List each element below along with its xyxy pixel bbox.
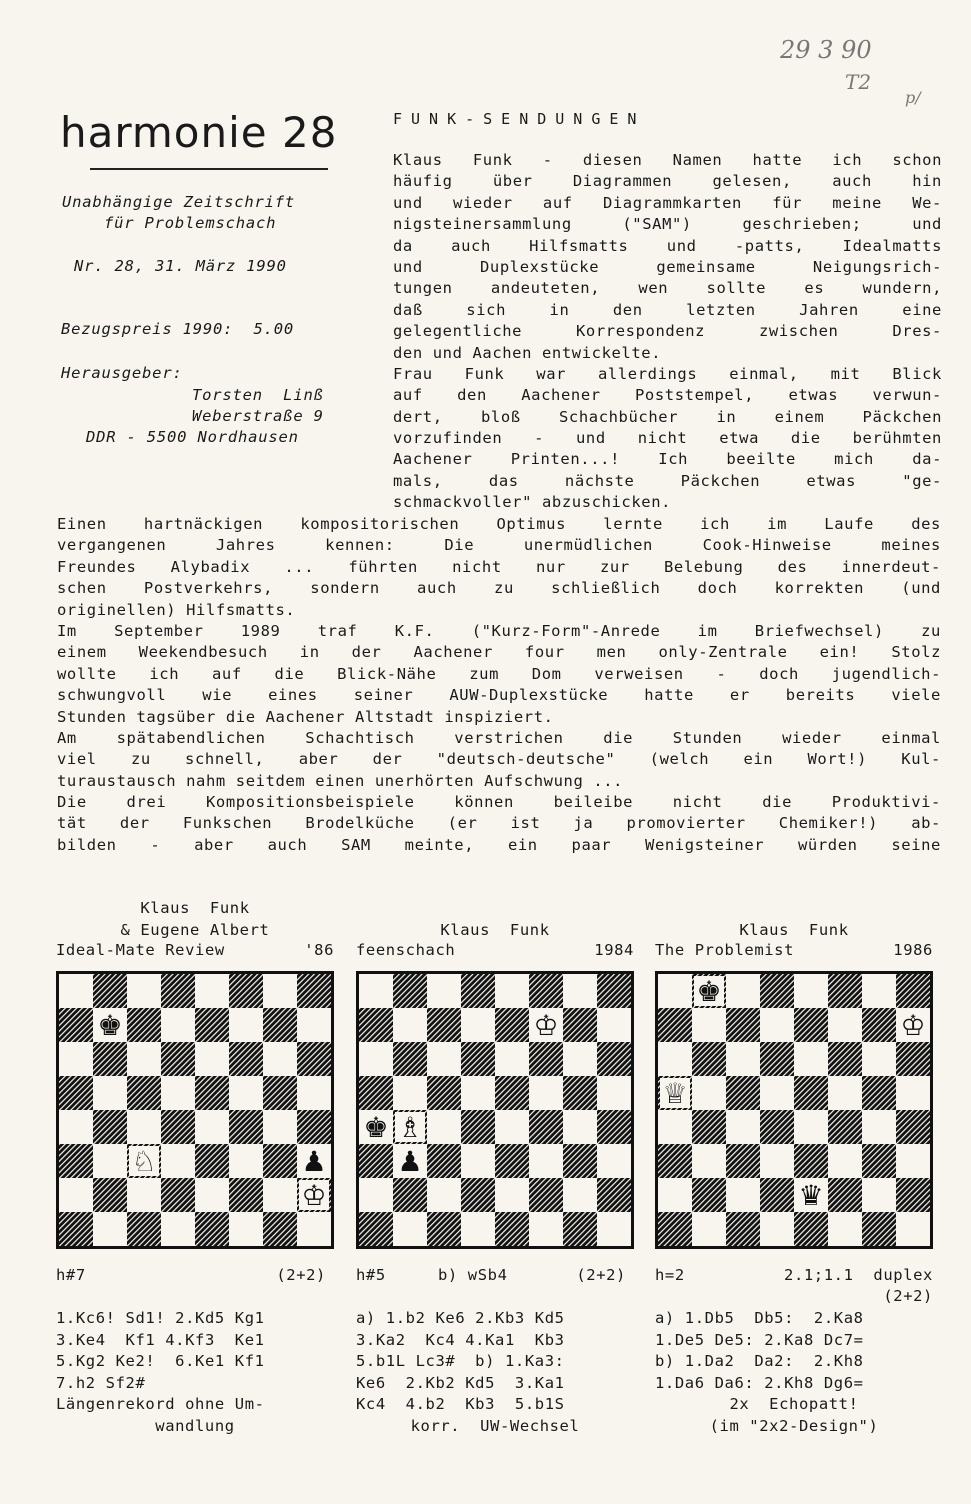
text-line: tungen andeuteten, wen sollte es wundern,	[393, 279, 942, 298]
light-square	[726, 974, 760, 1008]
light-square	[760, 1008, 794, 1042]
text-line: Aachener Printen...! Ich beeilte mich da-	[393, 450, 942, 469]
problem-author: Klaus Funk	[739, 920, 849, 939]
dark-square	[597, 974, 631, 1008]
text-line: mals, das nächste Päckchen etwas "ge-	[393, 471, 942, 490]
dark-square	[529, 1042, 563, 1076]
solution-line: a) 1.b2 Ke6 2.Kb3 Kd5	[356, 1309, 565, 1327]
handwritten-note: T2	[845, 70, 872, 94]
dark-square	[359, 1212, 393, 1246]
dark-square	[263, 1144, 297, 1178]
light-square	[794, 974, 828, 1008]
dark-square	[828, 1110, 862, 1144]
dark-square	[461, 974, 495, 1008]
stipulation: h=2	[655, 1266, 685, 1284]
light-square	[692, 1076, 726, 1110]
dark-square	[658, 1008, 692, 1042]
solution-line: a) 1.Db5 Db5: 2.Ka8	[655, 1309, 864, 1327]
problem-author: Klaus Funk	[140, 899, 250, 917]
dark-square	[726, 1212, 760, 1246]
dark-square	[597, 1042, 631, 1076]
dark-square	[161, 1042, 195, 1076]
dark-square	[393, 1042, 427, 1076]
dark-square	[529, 1178, 563, 1212]
black-king-icon: ♚	[696, 975, 722, 1008]
dark-square	[896, 974, 930, 1008]
black-queen-icon: ♛	[798, 1179, 824, 1212]
dark-square	[297, 1110, 331, 1144]
publisher-label: Herausgeber:	[61, 364, 183, 382]
light-square	[161, 1008, 195, 1042]
light-square	[229, 1212, 263, 1246]
solution-line: (im "2x2-Design")	[709, 1416, 879, 1435]
dark-square	[195, 1008, 229, 1042]
light-square	[726, 1178, 760, 1212]
dark-square	[862, 1212, 896, 1246]
masthead-subtitle-1: Unabhängige Zeitschrift	[62, 193, 296, 211]
dark-square	[563, 1212, 597, 1246]
dark-square	[359, 1008, 393, 1042]
problem-source: Ideal-Mate Review	[56, 941, 225, 959]
text-line: schmackvoller" abzuschicken.	[393, 493, 672, 512]
light-square	[229, 1076, 263, 1110]
dark-square	[93, 1042, 127, 1076]
light-square	[161, 1212, 195, 1246]
dark-square	[427, 1076, 461, 1110]
light-square	[529, 1212, 563, 1246]
light-square	[427, 1110, 461, 1144]
dark-square	[495, 1212, 529, 1246]
dark-square	[726, 1076, 760, 1110]
dark-square	[828, 1178, 862, 1212]
text-line: Am spätabendlichen Schachtisch verstrichen die Stunden wieder einmal	[57, 728, 941, 747]
light-square	[495, 1178, 529, 1212]
light-square	[563, 974, 597, 1008]
dark-square	[896, 1042, 930, 1076]
solution-line: Kc4 4.b2 Kb3 5.b1S	[356, 1395, 565, 1414]
dark-square	[127, 1008, 161, 1042]
dark-square	[794, 1008, 828, 1042]
light-square	[692, 1008, 726, 1042]
dark-square	[263, 1076, 297, 1110]
dark-square	[161, 974, 195, 1008]
dark-square	[563, 1076, 597, 1110]
dark-square	[461, 1110, 495, 1144]
light-square	[93, 1212, 127, 1246]
light-square	[427, 1178, 461, 1212]
text-line: Im September 1989 traf K.F. ("Kurz-Form"-Anrede im Briefwechsel) zu	[57, 621, 941, 640]
light-square	[393, 1076, 427, 1110]
solution-line: 2x Echopatt!	[729, 1395, 859, 1414]
light-square	[828, 1008, 862, 1042]
dark-square	[726, 1008, 760, 1042]
stipulation: h#5	[356, 1266, 386, 1284]
light-square	[127, 1178, 161, 1212]
dark-square	[93, 1178, 127, 1212]
light-square	[263, 1178, 297, 1212]
light-square	[59, 1178, 93, 1212]
dark-square	[461, 1042, 495, 1076]
dark-square	[658, 1144, 692, 1178]
light-square	[359, 974, 393, 1008]
light-square	[692, 1144, 726, 1178]
dark-square	[195, 1212, 229, 1246]
light-square	[427, 1042, 461, 1076]
text-line: vorzufinden - und nicht etwa die berühmten	[393, 429, 942, 448]
light-square	[597, 1212, 631, 1246]
solution-text	[655, 1308, 933, 1438]
article-right-column	[393, 150, 942, 514]
solution-line: b) 1.Da2 Da2: 2.Kh8	[655, 1352, 864, 1371]
dark-square	[263, 1008, 297, 1042]
dark-square	[127, 1212, 161, 1246]
dark-square	[161, 1110, 195, 1144]
piece-count: (2+2)	[576, 1266, 626, 1284]
text-line: und wieder auf Diagrammkarten für meine We-	[393, 193, 942, 212]
problem-source: The Problemist	[655, 941, 795, 959]
dark-square	[692, 1042, 726, 1076]
light-square	[263, 974, 297, 1008]
masthead-rule	[90, 168, 328, 170]
dark-square	[896, 1110, 930, 1144]
light-square	[393, 1008, 427, 1042]
masthead-title: harmonie 28	[60, 108, 338, 157]
dark-square	[161, 1178, 195, 1212]
dark-square	[59, 1076, 93, 1110]
solution-line: korr. UW-Wechsel	[410, 1416, 580, 1435]
light-square	[427, 974, 461, 1008]
dark-square	[229, 974, 263, 1008]
dark-square	[59, 1008, 93, 1042]
text-line: dert, bloß Schachbücher in einem Päckchen	[393, 407, 942, 426]
publisher-city: DDR - 5500 Nordhausen	[86, 428, 299, 446]
light-square	[896, 1212, 930, 1246]
text-line: häufig über Diagrammen gelesen, auch hin	[393, 172, 942, 191]
light-square	[161, 1144, 195, 1178]
stipulation-twin: b) wSb4	[438, 1266, 508, 1284]
dark-square	[896, 1178, 930, 1212]
text-line: Stunden tagsüber die Aachener Altstadt inspiziert.	[57, 707, 554, 726]
dark-square	[658, 1212, 692, 1246]
dark-square	[93, 974, 127, 1008]
dark-square	[760, 974, 794, 1008]
dark-square	[529, 974, 563, 1008]
light-square	[297, 1212, 331, 1246]
light-square	[59, 974, 93, 1008]
solution-line: 1.Da6 Da6: 2.Kh8 Dg6=	[655, 1373, 864, 1392]
light-square	[597, 1144, 631, 1178]
text-line: wollte ich auf die Blick-Nähe zum Dom verweisen - doch jugendlich-	[57, 664, 941, 683]
light-square	[127, 1110, 161, 1144]
dark-square	[495, 1008, 529, 1042]
piece-count: (2+2)	[276, 1266, 326, 1284]
dark-square	[760, 1110, 794, 1144]
problem-year: 1986	[893, 941, 933, 959]
text-line: den und Aachen entwickelte.	[393, 343, 662, 362]
handwritten-date-note: 29 3 90	[780, 36, 872, 64]
publisher-name: Torsten Linß	[192, 386, 324, 404]
white-bishop-icon: ♗	[397, 1111, 423, 1144]
light-square	[658, 1042, 692, 1076]
dark-square	[862, 1144, 896, 1178]
problem-source: feenschach	[356, 941, 456, 959]
problem-author: & Eugene Albert	[120, 920, 270, 939]
solution-line: 1.Kc6! Sd1! 2.Kd5 Kg1	[56, 1309, 265, 1327]
light-square	[862, 1178, 896, 1212]
light-square	[896, 1144, 930, 1178]
light-square	[93, 1076, 127, 1110]
text-line: Freundes Alybadix ... führten nicht nur zur Belebung des innerdeut-	[57, 557, 941, 576]
light-square	[195, 1042, 229, 1076]
dark-square	[692, 1178, 726, 1212]
dark-square	[393, 974, 427, 1008]
light-square	[461, 1212, 495, 1246]
text-line: und Duplexstücke gemeinsame Neigungsrich-	[393, 257, 942, 276]
dark-square	[495, 1144, 529, 1178]
dark-square	[760, 1178, 794, 1212]
dark-square	[461, 1178, 495, 1212]
dark-square	[563, 1144, 597, 1178]
article-full-width	[57, 514, 941, 856]
light-square	[896, 1076, 930, 1110]
problem-author: Klaus Funk	[440, 920, 550, 939]
light-square	[563, 1042, 597, 1076]
text-line: vergangenen Jahres kennen: Die unermüdlichen Cook-Hinweise meines	[57, 536, 941, 555]
light-square	[195, 1178, 229, 1212]
light-square	[760, 1076, 794, 1110]
text-line: schwungvoll wie eines seiner AUW-Duplexstücke hatte er bereits viele	[57, 686, 941, 705]
white-king-icon: ♔	[533, 1009, 559, 1042]
light-square	[828, 1076, 862, 1110]
light-square	[597, 1076, 631, 1110]
light-square	[529, 1076, 563, 1110]
white-knight-icon: ♘	[131, 1145, 157, 1178]
dark-square	[427, 1144, 461, 1178]
light-square	[828, 1144, 862, 1178]
text-line: da auch Hilfsmatts und -patts, Idealmatts	[393, 236, 942, 255]
light-square	[461, 1144, 495, 1178]
solution-text	[56, 1308, 334, 1438]
light-square	[359, 1178, 393, 1212]
light-square	[495, 1110, 529, 1144]
dark-square	[692, 1110, 726, 1144]
dark-square	[828, 974, 862, 1008]
dark-square	[597, 1110, 631, 1144]
dark-square	[195, 1076, 229, 1110]
light-square	[229, 1008, 263, 1042]
price-line: Bezugspreis 1990: 5.00	[61, 320, 295, 338]
stipulation-twin: 2.1;1.1 duplex	[784, 1266, 933, 1284]
article-heading: FUNK-SENDUNGEN	[393, 110, 646, 128]
text-line: nigsteinersammlung ("SAM") geschrieben; und	[393, 215, 942, 234]
issue-line: Nr. 28, 31. März 1990	[74, 257, 287, 275]
text-line: einem Weekendbesuch in der Aachener four men only-Zentrale ein! Stolz	[57, 643, 941, 662]
dark-square	[597, 1178, 631, 1212]
light-square	[828, 1212, 862, 1246]
light-square	[495, 1042, 529, 1076]
light-square	[658, 1110, 692, 1144]
text-line: tät der Funkschen Brodelküche (er ist ja promovierter Chemiker!) ab-	[57, 814, 941, 833]
text-line: Klaus Funk - diesen Namen hatte ich schon	[393, 151, 942, 169]
solution-line: 3.Ke4 Kf1 4.Kf3 Ke1	[56, 1330, 265, 1349]
light-square	[760, 1212, 794, 1246]
dark-square	[59, 1144, 93, 1178]
light-square	[862, 1110, 896, 1144]
light-square	[658, 974, 692, 1008]
light-square	[263, 1042, 297, 1076]
dark-square	[794, 1212, 828, 1246]
text-line: turaustausch nahm seitdem einen unerhörten Aufschwung ...	[57, 771, 624, 790]
dark-square	[229, 1042, 263, 1076]
dark-square	[297, 1042, 331, 1076]
dark-square	[195, 1144, 229, 1178]
text-line: auf den Aachener Poststempel, etwas verwun-	[393, 386, 942, 405]
light-square	[862, 974, 896, 1008]
piece-count: (2+2)	[883, 1287, 933, 1305]
solution-line: Längenrekord ohne Um-	[56, 1395, 265, 1414]
light-square	[195, 1110, 229, 1144]
black-king-icon: ♚	[97, 1009, 123, 1042]
light-square	[692, 1212, 726, 1246]
light-square	[461, 1008, 495, 1042]
dark-square	[59, 1212, 93, 1246]
light-square	[161, 1076, 195, 1110]
text-line: Die drei Kompositionsbeispiele können beileibe nicht die Produktivi-	[57, 793, 941, 812]
dark-square	[726, 1144, 760, 1178]
black-pawn-icon: ♟	[301, 1145, 327, 1178]
solution-text	[356, 1308, 634, 1438]
light-square	[263, 1110, 297, 1144]
light-square	[495, 974, 529, 1008]
dark-square	[862, 1076, 896, 1110]
light-square	[597, 1008, 631, 1042]
dark-square	[427, 1008, 461, 1042]
solution-line: 7.h2 Sf2#	[56, 1373, 146, 1392]
solution-line: 5.Kg2 Ke2! 6.Ke1 Kf1	[56, 1352, 265, 1371]
dark-square	[828, 1042, 862, 1076]
text-line: schen Postverkehrs, sondern auch zu schließlich doch korrekten (und	[57, 579, 941, 598]
text-line: Frau Funk war allerdings einmal, mit Blick	[393, 364, 942, 383]
dark-square	[229, 1178, 263, 1212]
handwritten-note-2: p/	[905, 88, 921, 107]
light-square	[726, 1110, 760, 1144]
chess-board	[655, 971, 933, 1249]
light-square	[297, 1076, 331, 1110]
light-square	[563, 1178, 597, 1212]
light-square	[726, 1042, 760, 1076]
publisher-street: Weberstraße 9	[192, 407, 324, 425]
dark-square	[127, 1076, 161, 1110]
light-square	[529, 1144, 563, 1178]
dark-square	[794, 1076, 828, 1110]
text-line: daß sich in den letzten Jahren eine	[393, 300, 942, 319]
dark-square	[359, 1144, 393, 1178]
light-square	[127, 1042, 161, 1076]
text-line: originellen) Hilfsmatts.	[57, 600, 296, 619]
light-square	[93, 1144, 127, 1178]
dark-square	[862, 1008, 896, 1042]
light-square	[794, 1042, 828, 1076]
dark-square	[263, 1212, 297, 1246]
masthead-subtitle-2: für Problemschach	[104, 214, 277, 232]
light-square	[794, 1110, 828, 1144]
light-square	[127, 974, 161, 1008]
problem-year: '86	[304, 941, 334, 959]
dark-square	[359, 1076, 393, 1110]
white-queen-icon: ♕	[662, 1077, 688, 1110]
solution-line: Ke6 2.Kb2 Kd5 3.Ka1	[356, 1373, 565, 1392]
light-square	[461, 1076, 495, 1110]
dark-square	[297, 974, 331, 1008]
light-square	[359, 1042, 393, 1076]
text-line: gelegentliche Korrespondenz zwischen Dres-	[393, 322, 942, 341]
dark-square	[93, 1110, 127, 1144]
black-king-icon: ♚	[363, 1111, 389, 1144]
dark-square	[563, 1008, 597, 1042]
solution-line: 1.De5 De5: 2.Ka8 Dc7=	[655, 1330, 864, 1349]
light-square	[229, 1144, 263, 1178]
light-square	[393, 1212, 427, 1246]
white-king-icon: ♔	[900, 1009, 926, 1042]
light-square	[195, 974, 229, 1008]
dark-square	[427, 1212, 461, 1246]
dark-square	[794, 1144, 828, 1178]
solution-line: wandlung	[155, 1416, 235, 1435]
black-pawn-icon: ♟	[397, 1145, 423, 1178]
solution-line: 5.b1L Lc3# b) 1.Ka3:	[356, 1352, 565, 1371]
chess-board	[56, 971, 334, 1249]
text-line: viel zu schnell, aber der "deutsch-deutsche" (welch ein Wort!) Kul-	[57, 750, 941, 769]
light-square	[760, 1144, 794, 1178]
dark-square	[393, 1178, 427, 1212]
solution-line: 3.Ka2 Kc4 4.Ka1 Kb3	[356, 1330, 565, 1349]
dark-square	[495, 1076, 529, 1110]
dark-square	[760, 1042, 794, 1076]
dark-square	[229, 1110, 263, 1144]
text-line: bilden - aber auch SAM meinte, ein paar Wenigsteiner würden seine	[57, 835, 941, 854]
chess-board	[356, 971, 634, 1249]
white-king-icon: ♔	[301, 1179, 327, 1212]
light-square	[862, 1042, 896, 1076]
light-square	[297, 1008, 331, 1042]
light-square	[59, 1042, 93, 1076]
dark-square	[529, 1110, 563, 1144]
light-square	[59, 1110, 93, 1144]
light-square	[563, 1110, 597, 1144]
light-square	[658, 1178, 692, 1212]
text-line: Einen hartnäckigen kompositorischen Optimus lernte ich im Laufe des	[57, 515, 941, 533]
stipulation: h#7	[56, 1266, 86, 1284]
problem-year: 1984	[594, 941, 634, 959]
